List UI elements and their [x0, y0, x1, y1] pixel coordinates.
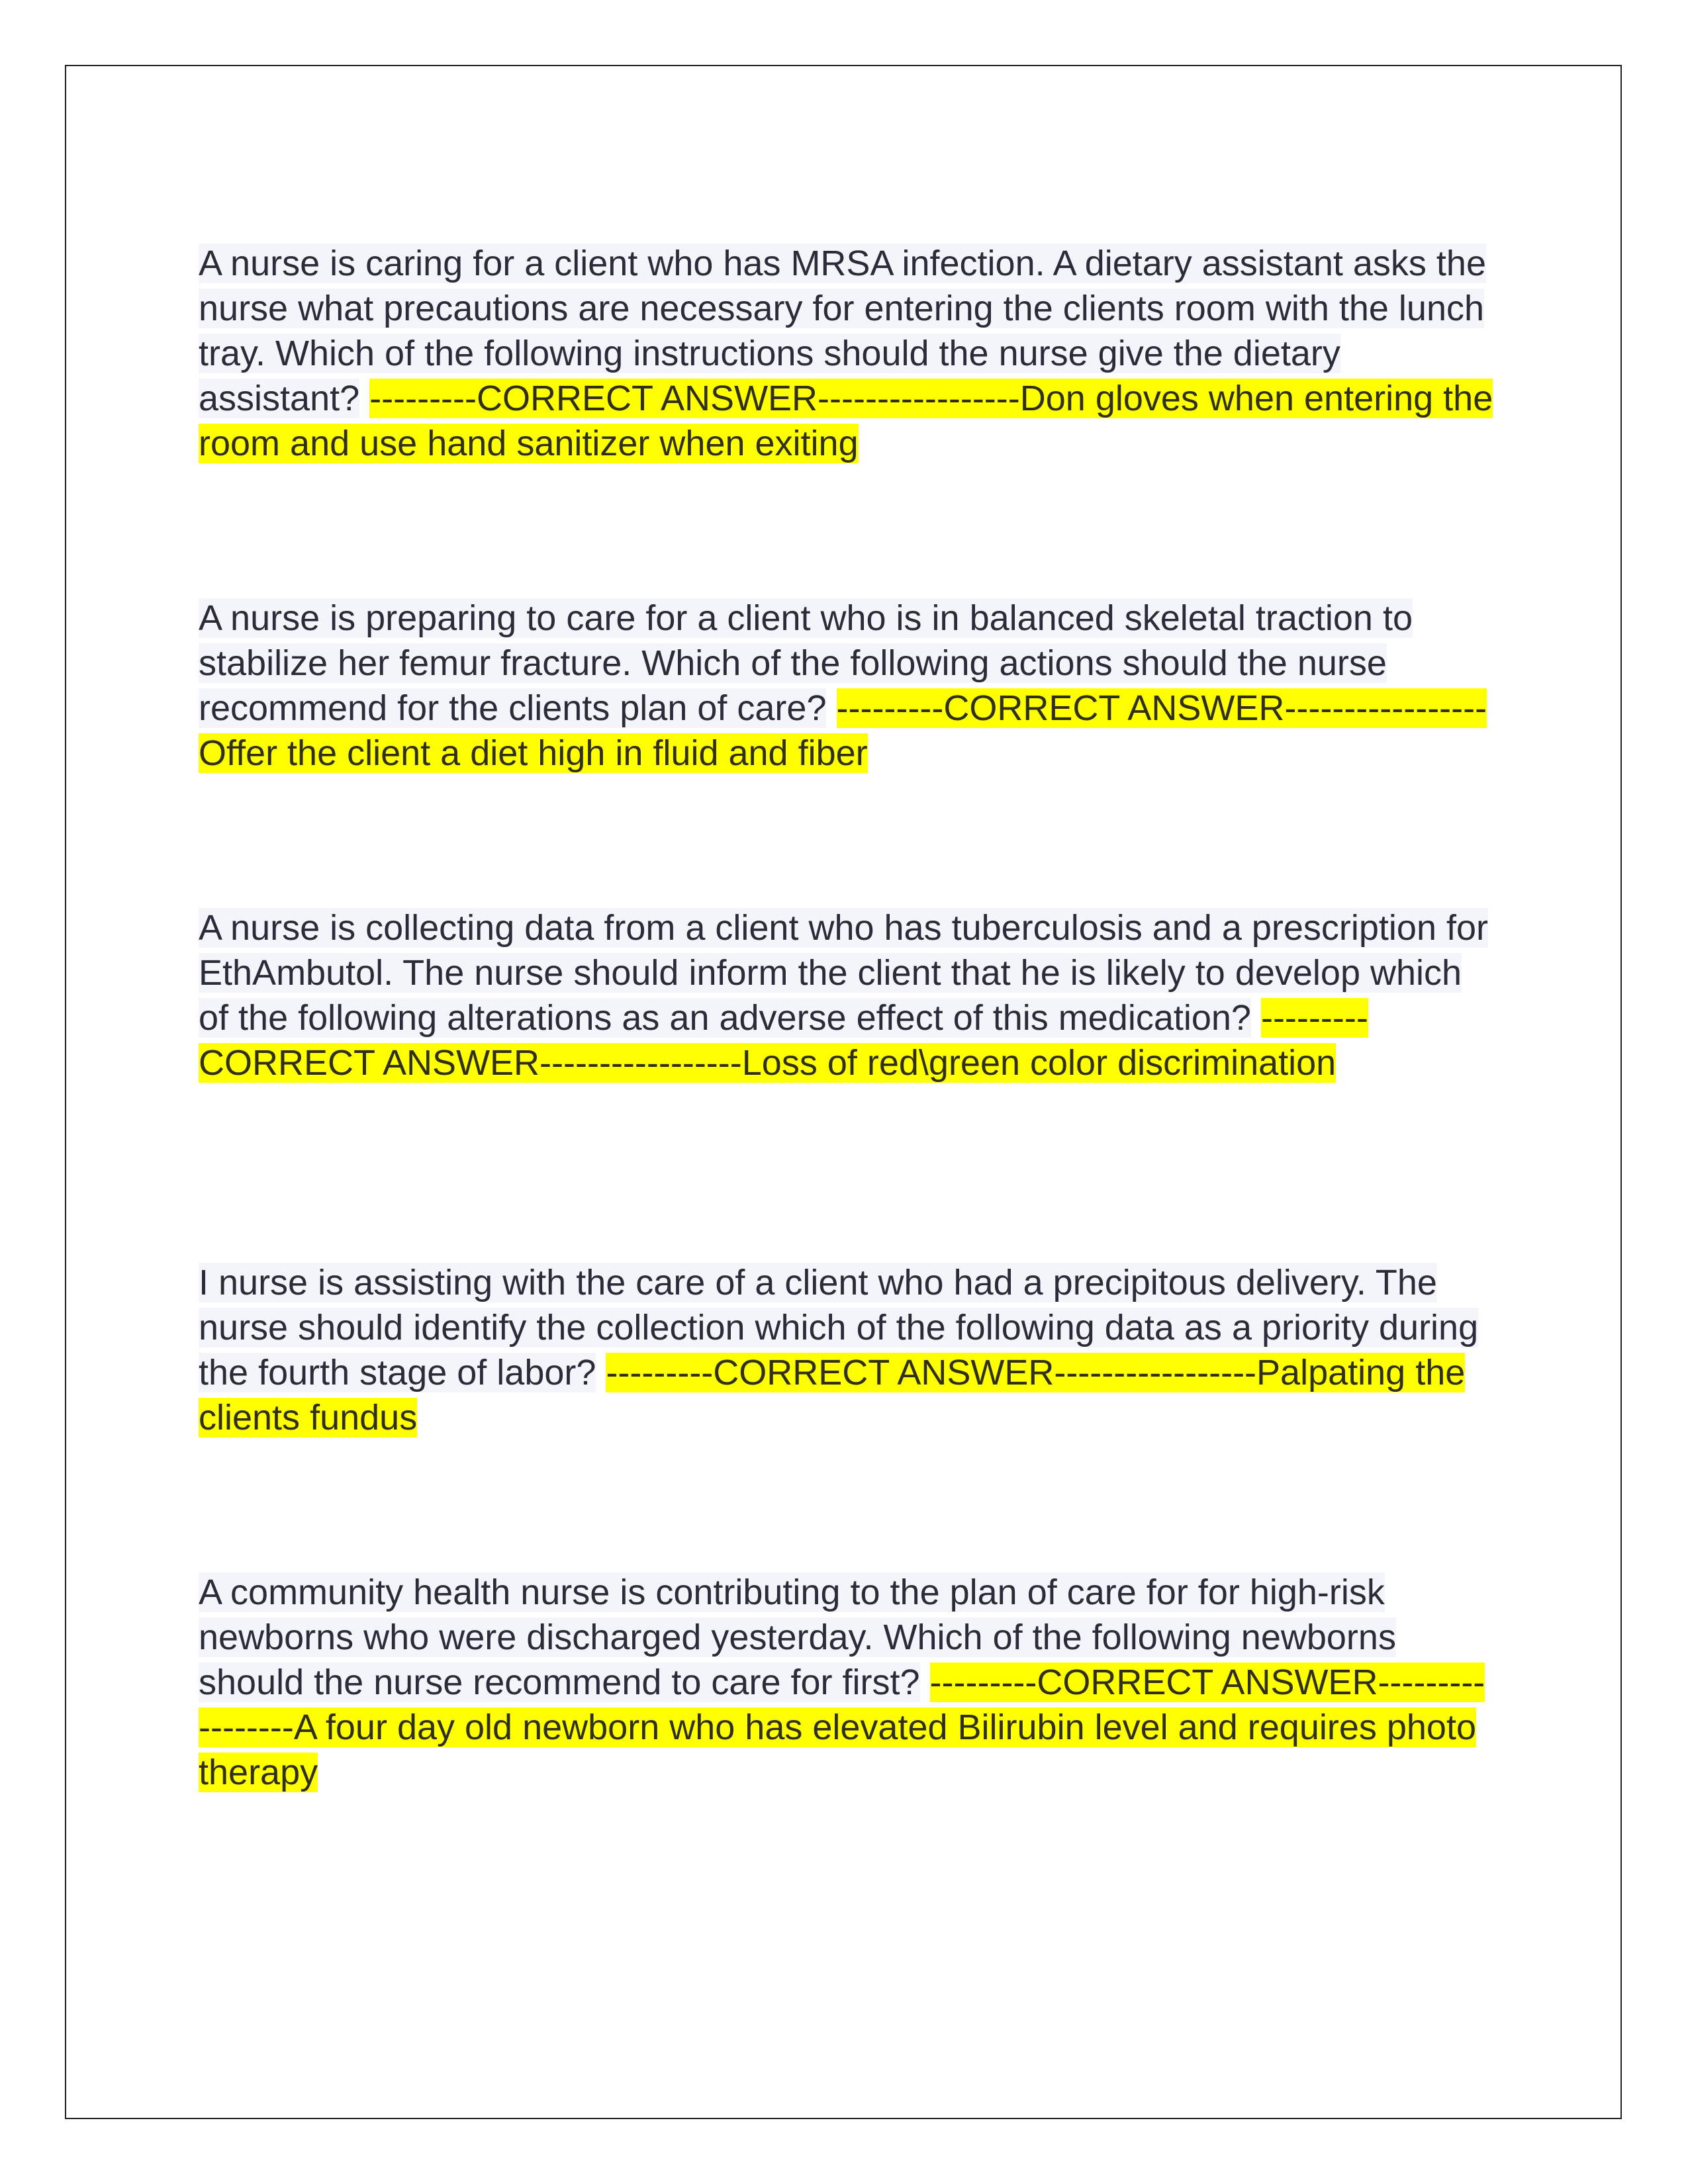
question-text: A community health nurse is contributing to the plan of care for for high-risk newborns who were discharged yesterday. Which of the following newborns should the nurse recommend to care for first?	[199, 1572, 1396, 1702]
question-text: A nurse is caring for a client who has MRSA infection. A dietary assistant asks the nurse what precautions are necessary for entering the clients room with the lunch tray. Which of the following instructions should the nurse give the dietary assistant?	[199, 244, 1486, 418]
answer-text: ---------CORRECT ANSWER-----------------Loss of red\green color discrimination	[199, 998, 1368, 1083]
qa-item-1	[199, 241, 1496, 466]
qa-item-5	[199, 1570, 1496, 1795]
answer-text: ---------CORRECT ANSWER-----------------Don gloves when entering the room and use hand sanitizer when exiting	[199, 379, 1493, 463]
qa-item-4	[199, 1260, 1496, 1440]
question-text: A nurse is collecting data from a client who has tuberculosis and a prescription for EthAmbutol. The nurse should inform the client that he is likely to develop which of the following alterations as an adverse effect of this medication?	[199, 908, 1489, 1038]
question-text: A nurse is preparing to care for a client who is in balanced skeletal traction to stabilize her femur fracture. Which of the following actions should the nurse recommend for the clients plan of care?	[199, 598, 1413, 728]
answer-text: ---------CORRECT ANSWER-----------------A four day old newborn who has elevated Bilirubin level and requires photo therapy	[199, 1662, 1485, 1792]
document-content	[199, 241, 1496, 1792]
question-text: I nurse is assisting with the care of a client who had a precipitous delivery. The nurse should identify the collection which of the following data as a priority during the fourth stage of labor?	[199, 1263, 1479, 1392]
qa-item-3	[199, 905, 1496, 1085]
answer-text: ---------CORRECT ANSWER-----------------Offer the client a diet high in fluid and fiber	[199, 688, 1487, 773]
qa-item-2	[199, 596, 1496, 776]
answer-text: ---------CORRECT ANSWER-----------------Palpating the clients fundus	[199, 1353, 1466, 1437]
